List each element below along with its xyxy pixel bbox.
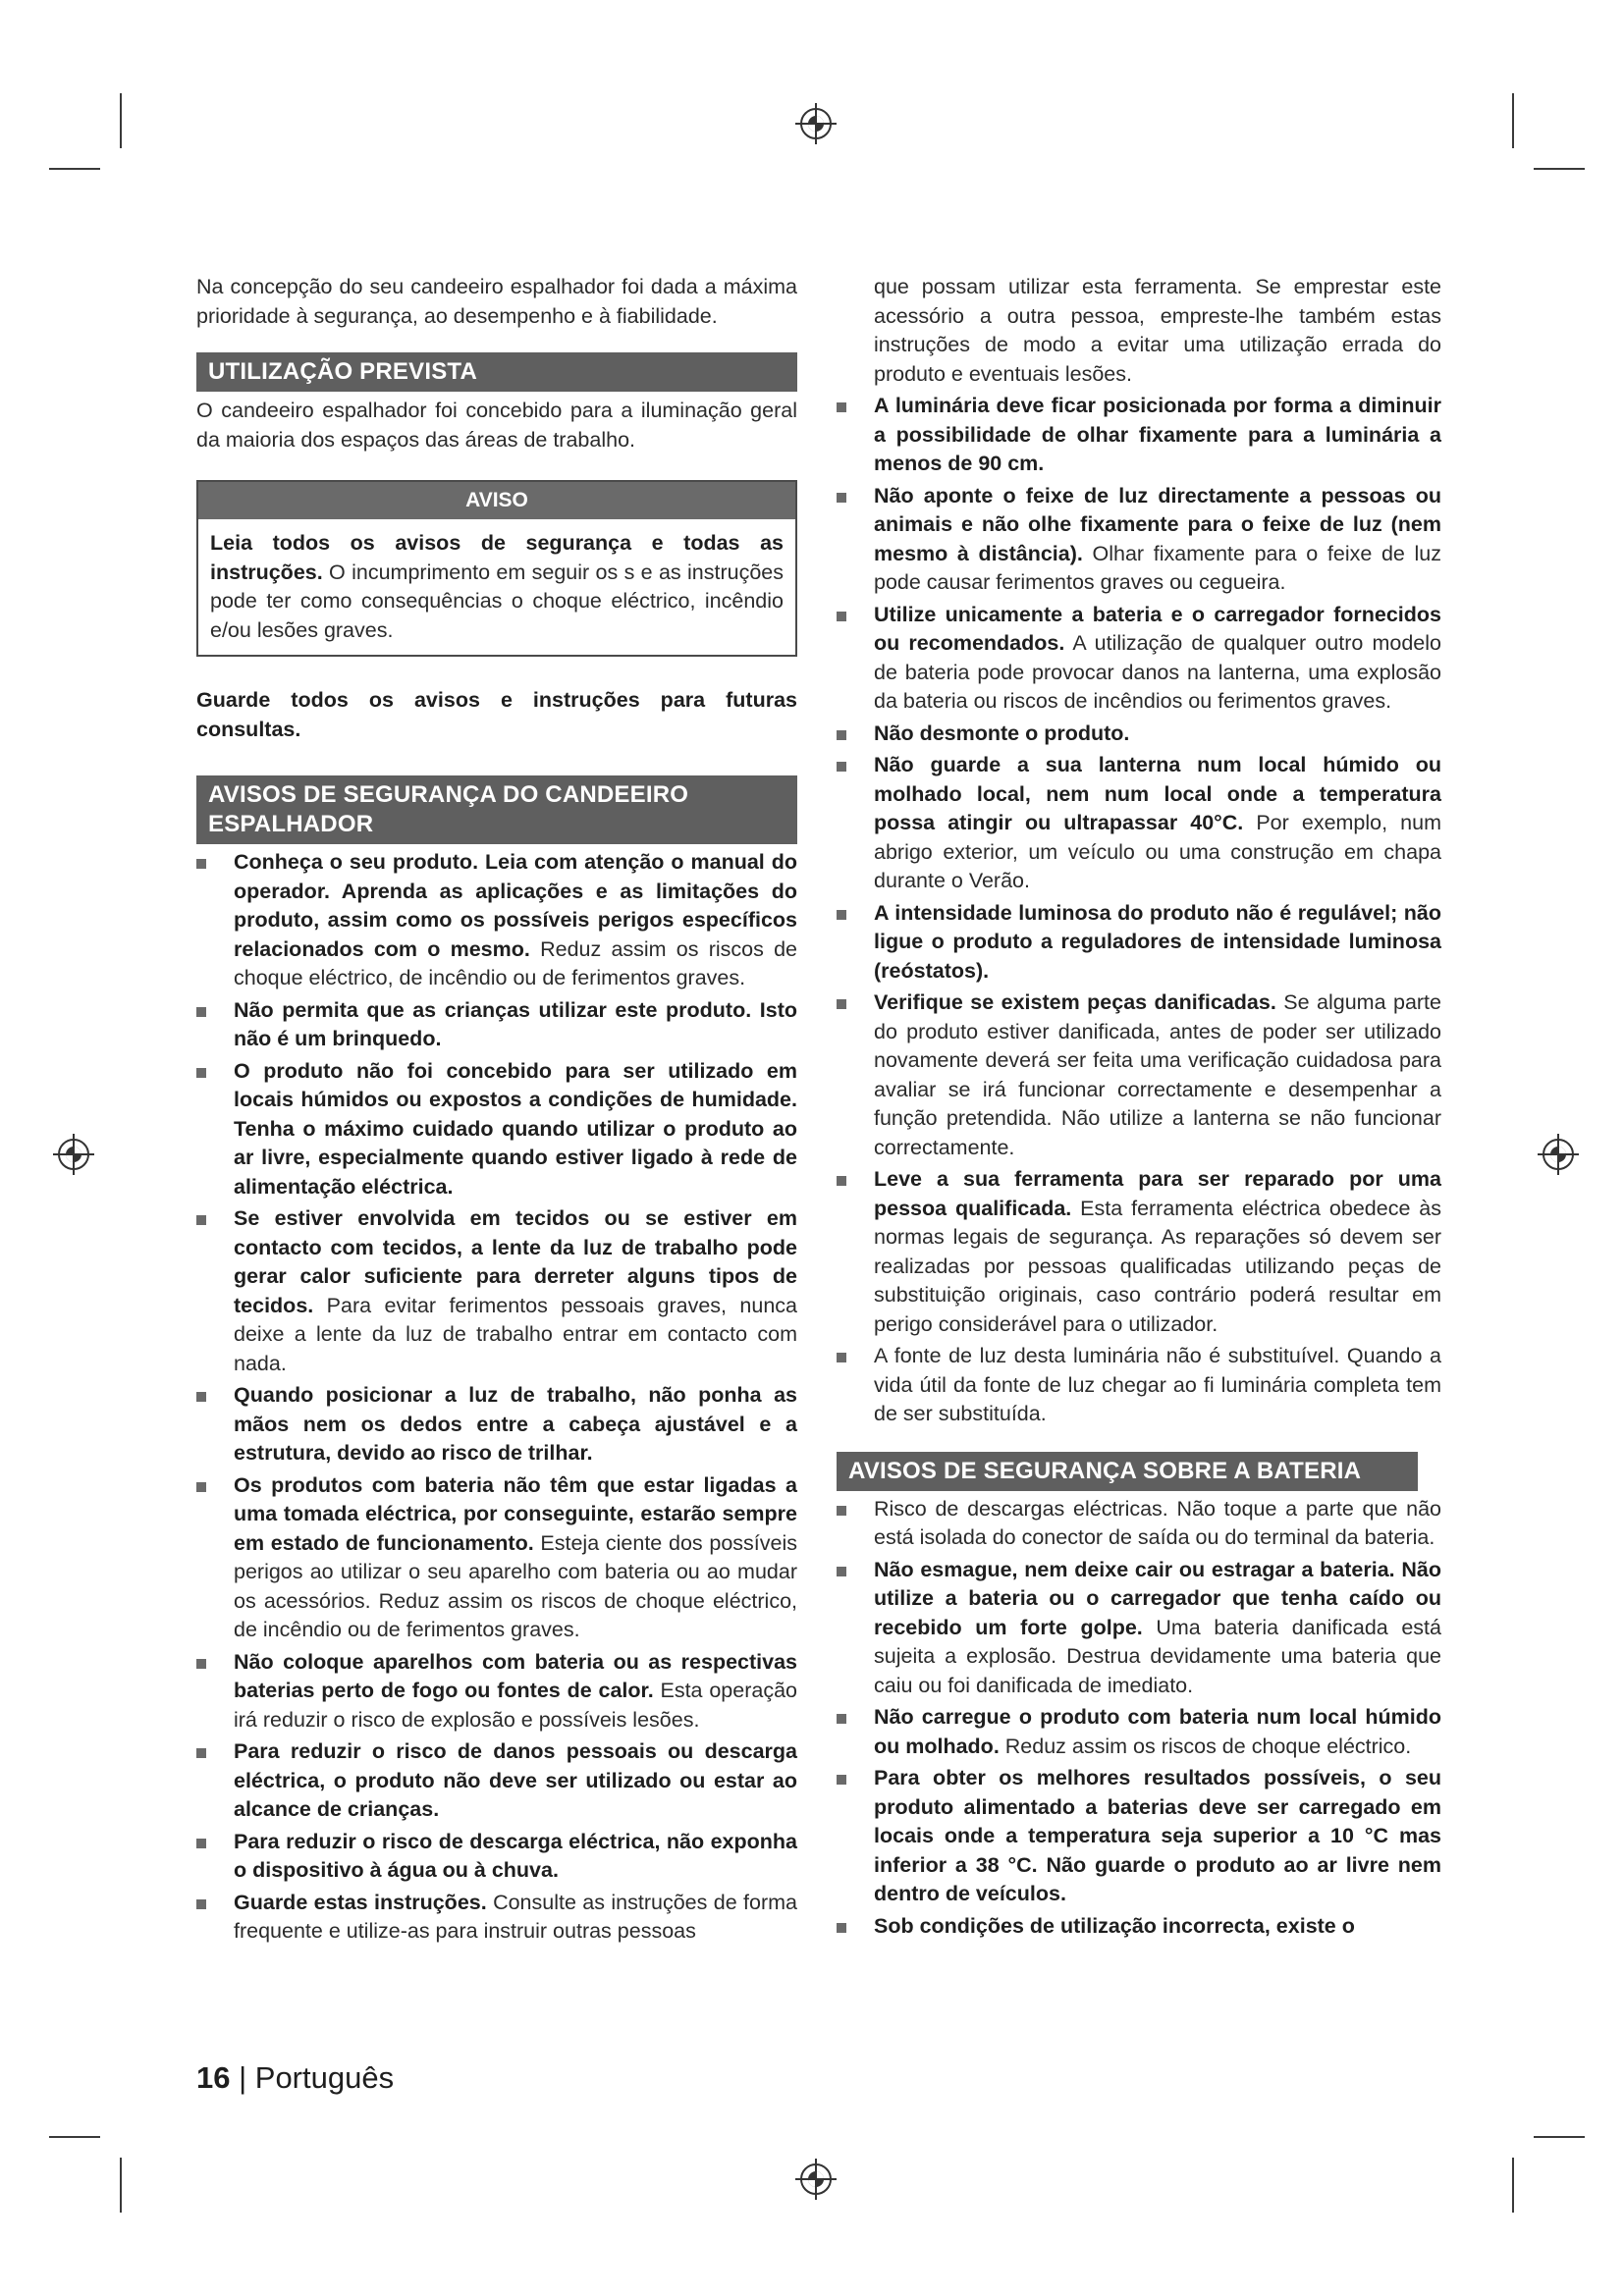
list-item <box>837 1764 1441 1909</box>
list-item-bold: Leve a sua ferramenta para ser reparado por uma pessoa qualificada. <box>874 1167 1441 1220</box>
crop-mark <box>49 2136 100 2138</box>
list-item <box>196 1381 797 1468</box>
bullet-square-icon <box>837 493 846 503</box>
crop-mark <box>1512 93 1514 148</box>
list-item <box>837 1342 1441 1429</box>
list-item <box>196 996 797 1054</box>
bullet-square-icon <box>196 1482 206 1492</box>
list-item <box>837 392 1441 479</box>
list-item <box>837 988 1441 1162</box>
bullet-square-icon <box>837 402 846 412</box>
bullet-square-icon <box>196 1392 206 1402</box>
list-item-text: Esta operação irá reduzir o risco de explosão e possíveis lesões. <box>234 1679 797 1732</box>
list-item <box>837 1912 1441 1942</box>
list-item <box>837 751 1441 896</box>
list-item <box>837 601 1441 717</box>
list-item <box>196 1737 797 1825</box>
list-item-bold: Para reduzir o risco de danos pessoais ou descarga eléctrica, o produto não deve ser utilizado ou estar ao alcance de crianças. <box>234 1739 797 1821</box>
list-item-text: Por exemplo, num abrigo exterior, um veículo ou uma construção em chapa durante o Verão. <box>874 811 1441 892</box>
intro-text: Na concepção do seu candeeiro espalhador foi dada a máxima prioridade à segurança, ao desempenho e à fiabilidade. <box>196 275 797 328</box>
page-number: 16 <box>196 2060 231 2095</box>
list-item-bold: O produto não foi concebido para ser utilizado em locais húmidos ou expostos a condições de humidade. Tenha o máximo cuidado quando utilizar o produto ao ar livre, especialmente quando estiver ligado à rede de alimentação eléctrica. <box>234 1058 797 1199</box>
list-item-bold: Utilize unicamente a bateria e o carregador fornecidos ou recomendados. <box>874 602 1441 655</box>
bullet-square-icon <box>837 1353 846 1362</box>
crop-mark <box>1534 2136 1585 2138</box>
bullet-square-icon <box>837 910 846 920</box>
list-item-text: Esteja ciente dos possíveis perigos ao utilizar o seu aparelho com bateria ou ao mudar os acessórios. Reduz assim os riscos de choque eléctrico, de incêndio ou de ferimentos graves. <box>234 1530 797 1641</box>
list-item <box>196 1057 797 1202</box>
bullet-square-icon <box>196 1748 206 1758</box>
right-safety-list <box>837 392 1441 1429</box>
list-item-bold: Sob condições de utilização incorrecta, existe o <box>874 1913 1355 1938</box>
list-item-bold: Se estiver envolvida em tecidos ou se estiver em contacto com tecidos, a lente da luz de trabalho pode gerar calor suficiente para derreter alguns tipos de tecidos. <box>234 1206 797 1317</box>
bullet-square-icon <box>196 1899 206 1909</box>
list-item <box>196 1204 797 1378</box>
bullet-square-icon <box>837 1923 846 1933</box>
list-item-bold: A intensidade luminosa do produto não é regulável; não ligue o produto a reguladores de intensidade luminosa (reóstatos). <box>874 900 1441 983</box>
list-item <box>837 720 1441 749</box>
list-item <box>196 848 797 993</box>
list-item-text: Risco de descargas eléctricas. Não toque a parte que não está isolada do conector de saída ou do terminal da bateria. <box>874 1496 1441 1549</box>
list-item-text: Reduz assim os riscos de choque eléctrico, de incêndio ou de ferimentos graves. <box>234 936 797 989</box>
list-item-bold: Conheça o seu produto. Leia com atenção o manual do operador. Aprenda as aplicações e as limitações do produto, assim como os possíveis perigos específicos relacionados com o mesmo. <box>234 850 797 961</box>
registration-mark-icon <box>794 2158 838 2201</box>
crop-mark <box>49 168 100 170</box>
footer-language: Português <box>254 2060 395 2095</box>
registration-mark-icon <box>794 102 838 145</box>
warning-text: O incumprimento em seguir os s e as instruções pode ter como consequências o choque eléctrico, incêndio e/ou lesões graves. <box>210 560 784 642</box>
list-item-bold: Não esmague, nem deixe cair ou estragar a bateria. Não utilize a bateria ou o carregador que tenha caído ou recebido um forte golpe. <box>874 1557 1441 1639</box>
list-item-bold: Quando posicionar a luz de trabalho, não ponha as mãos nem os dedos entre a cabeça ajustável e a estrutura, devido ao risco de trilhar. <box>234 1383 797 1465</box>
list-item <box>837 1165 1441 1339</box>
list-item-text: Consulte as instruções de forma frequente e utilize-as para instruir outras pessoas <box>234 1890 797 1943</box>
crop-mark <box>1512 2158 1514 2213</box>
registration-mark-icon <box>1537 1133 1580 1176</box>
crop-mark <box>120 93 122 148</box>
list-item-text: Se alguma parte do produto estiver danificada, antes de poder ser utilizado novamente deverá ser feita uma verificação cuidadosa para avaliar se irá funcionar correctamente e desempenhar a função pretendida. Não utilize a lanterna se não funcionar correctamente. <box>874 990 1441 1159</box>
warning-box-title: AVISO <box>198 482 795 519</box>
intended-use-text: O candeeiro espalhador foi concebido para a iluminação geral da maioria dos espaços das áreas de trabalho. <box>196 399 797 452</box>
bullet-square-icon <box>196 1068 206 1078</box>
list-item <box>196 1828 797 1886</box>
list-item <box>837 1703 1441 1761</box>
bullet-square-icon <box>837 1176 846 1186</box>
bullet-square-icon <box>196 1007 206 1017</box>
right-column <box>848 273 1441 1944</box>
bullet-square-icon <box>196 1659 206 1669</box>
bullet-square-icon <box>196 1215 206 1225</box>
list-item <box>837 899 1441 987</box>
left-column <box>196 273 797 1949</box>
list-item-text: Reduz assim os riscos de choque eléctrico. <box>999 1734 1412 1758</box>
list-item <box>837 1556 1441 1701</box>
list-item-bold: Não desmonte o produto. <box>874 721 1130 745</box>
list-item-bold: Não permita que as crianças utilizar este produto. Isto não é um brinquedo. <box>234 997 797 1050</box>
bullet-square-icon <box>196 859 206 869</box>
list-item <box>837 482 1441 598</box>
list-item-text: Esta ferramenta eléctrica obedece às normas legais de segurança. As reparações só devem ser realizadas por pessoas qualificadas utilizando peças de substituição originais, caso contrário poderá resultar em perigo considerável para o utilizador. <box>874 1196 1441 1336</box>
list-item-bold: Para reduzir o risco de descarga eléctrica, não exponha o dispositivo à água ou à chuva. <box>234 1829 797 1882</box>
bullet-square-icon <box>837 999 846 1009</box>
bullet-square-icon <box>837 1567 846 1576</box>
list-item-text: Para evitar ferimentos pessoais graves, nunca deixe a lente da luz de trabalho entrar em contacto com nada. <box>234 1293 797 1375</box>
list-item <box>196 1471 797 1645</box>
list-item-bold: Não guarde a sua lanterna num local húmido ou molhado local, nem num local onde a temperatura possa atingir ou ultrapassar 40°C. <box>874 753 1441 834</box>
list-item-text: Olhar fixamente para o feixe de luz pode causar ferimentos graves ou cegueira. <box>874 541 1441 594</box>
warning-bold-text: Leia todos os avisos de segurança e todas as instruções. <box>210 531 784 584</box>
list-item-text: A fonte de luz desta luminária não é substituível. Quando a vida útil da fonte de luz chegar ao fi luminária completa tem de ser substituída. <box>874 1344 1441 1425</box>
right-intro-text: que possam utilizar esta ferramenta. Se emprestar este acessório a outra pessoa, empreste-lhe também estas instruções de modo a evitar uma utilização errada do produto e eventuais lesões. <box>874 275 1441 386</box>
list-item-bold: Guarde estas instruções. <box>234 1890 487 1914</box>
bullet-square-icon <box>837 762 846 772</box>
list-item-text: Uma bateria danificada está sujeita a explosão. Destrua devidamente uma bateria que caiu ou foi danificada de imediato. <box>874 1615 1441 1697</box>
lamp-safety-heading: AVISOS DE SEGURANÇA DO CANDEEIRO ESPALHADOR <box>196 775 797 844</box>
footer-separator: | <box>230 2060 255 2095</box>
list-item-bold: Verifique se existem peças danificadas. <box>874 990 1276 1014</box>
lamp-safety-list <box>196 848 797 1947</box>
list-item-bold: A luminária deve ficar posicionada por forma a diminuir a possibilidade de olhar fixamente para a luminária a menos de 90 cm. <box>874 394 1441 475</box>
battery-safety-heading: AVISOS DE SEGURANÇA SOBRE A BATERIA <box>837 1452 1418 1491</box>
list-item-bold: Os produtos com bateria não têm que estar ligadas a uma tomada eléctrica, por conseguinte, estarão sempre em estado de funcionamento. <box>234 1472 797 1555</box>
list-item-bold: Para obter os melhores resultados possíveis, o seu produto alimentado a baterias deve ser carregado em locais onde a temperatura seja superior a 10 °C mas inferior a 38 °C. Não guarde o produto ao ar livre nem dentro de veículos. <box>874 1766 1441 1905</box>
bullet-square-icon <box>837 1775 846 1785</box>
keep-instructions-text: Guarde todos os avisos e instruções para futuras consultas. <box>196 688 797 741</box>
list-item <box>196 1648 797 1735</box>
bullet-square-icon <box>196 1839 206 1848</box>
intended-use-heading: UTILIZAÇÃO PREVISTA <box>196 352 797 392</box>
list-item <box>196 1889 797 1947</box>
bullet-square-icon <box>837 612 846 621</box>
crop-mark <box>1534 168 1585 170</box>
warning-box <box>196 480 797 657</box>
bullet-square-icon <box>837 1714 846 1724</box>
list-item-bold: Não aponte o feixe de luz directamente a pessoas ou animais e não olhe fixamente para o feixe de luz (nem mesmo à distância). <box>874 483 1441 565</box>
page-footer <box>196 2060 394 2096</box>
list-item-bold: Não coloque aparelhos com bateria ou as respectivas baterias perto de fogo ou fontes de calor. <box>234 1649 797 1702</box>
list-item-bold: Não carregue o produto com bateria num local húmido ou molhado. <box>874 1705 1441 1758</box>
registration-mark-icon <box>52 1133 95 1176</box>
warning-box-body <box>198 519 795 655</box>
crop-mark <box>120 2158 122 2213</box>
list-item-text: A utilização de qualquer outro modelo de bateria pode provocar danos na lanterna, uma explosão da bateria ou riscos de incêndios ou ferimentos graves. <box>874 631 1441 713</box>
bullet-square-icon <box>837 1506 846 1516</box>
battery-safety-list <box>837 1495 1441 1942</box>
bullet-square-icon <box>837 730 846 740</box>
list-item <box>837 1495 1441 1553</box>
